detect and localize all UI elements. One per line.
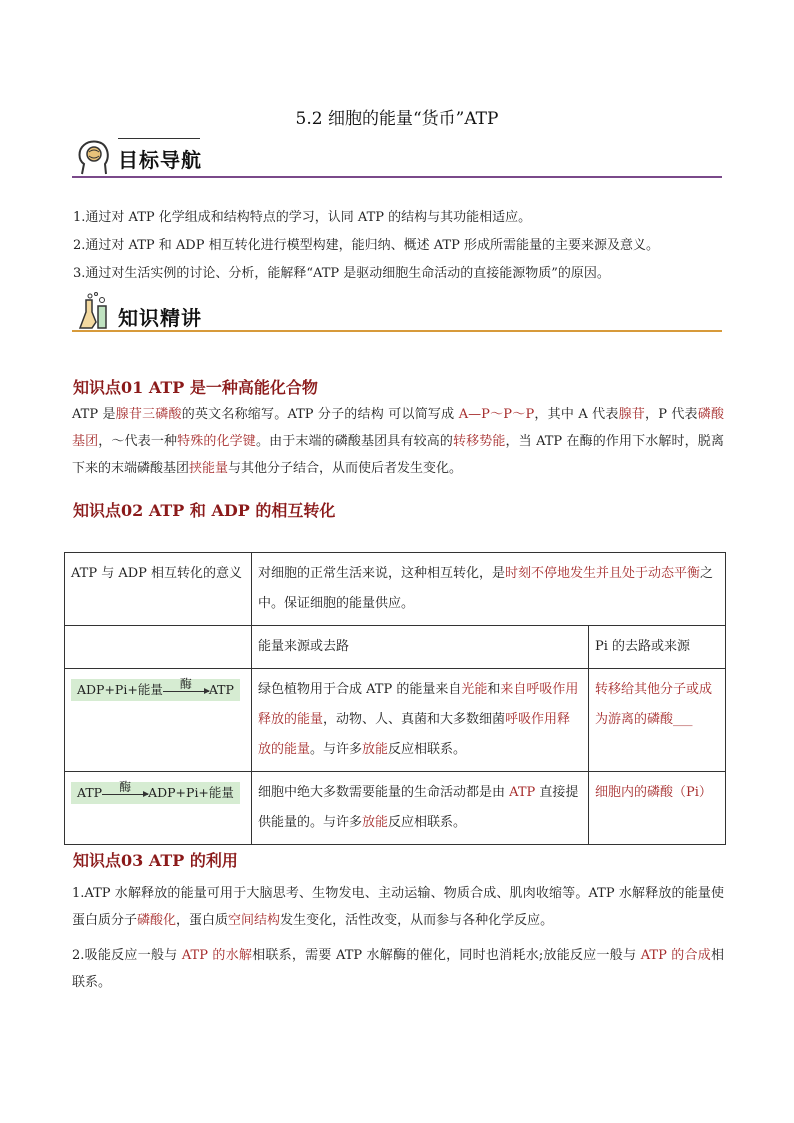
highlight: 磷酸基团 bbox=[72, 407, 724, 449]
header-overline bbox=[118, 138, 200, 139]
text: ATP 是 bbox=[72, 407, 116, 422]
knowledge-label: 知识精讲 bbox=[118, 306, 202, 330]
flask-icon bbox=[72, 290, 116, 334]
table-cell bbox=[65, 669, 252, 772]
table-row bbox=[65, 553, 726, 626]
text: 反应相联系。 bbox=[388, 815, 467, 830]
atp-adp-table bbox=[64, 552, 726, 845]
highlight: 腺苷 bbox=[618, 407, 646, 422]
table-cell bbox=[65, 626, 252, 669]
enzyme-arrow bbox=[163, 679, 209, 701]
eq-left: ADP+Pi+能量 bbox=[77, 682, 163, 697]
text: 之中。保证细胞的能量供应。 bbox=[258, 566, 714, 611]
enzyme-label: 酶 bbox=[179, 677, 192, 691]
eq-right: ADP+Pi+能量 bbox=[148, 785, 234, 800]
text: 。由于末端的磷酸基团具有较高的 bbox=[255, 434, 453, 449]
highlight: 特殊的化学键 bbox=[177, 434, 256, 449]
table-cell: 转移给其他分子或成为游离的磷酸___ bbox=[589, 669, 726, 772]
text: 发生变化，活性改变，从而参与各种化学反应。 bbox=[280, 913, 554, 928]
table-cell: 细胞内的磷酸（Pi） bbox=[589, 772, 726, 845]
text: 对细胞的正常生活来说，这种相互转化，是 bbox=[258, 566, 506, 581]
highlight: 空间结构 bbox=[228, 913, 281, 928]
kp3-paragraph-1 bbox=[72, 880, 724, 934]
highlight: A—P～P～P bbox=[458, 407, 535, 422]
goal-item-2: 2.通过对 ATP 和 ADP 相互转化进行模型构建，能归纳、概述 ATP 形成所需能量的主要来源及意义。 bbox=[73, 238, 659, 253]
text: 1.ATP 水解释放的能量可用于大脑思考、生物发电、主动运输、物质合成、肌肉收缩等。ATP 水解释放的能量使蛋白质分子 bbox=[72, 886, 724, 928]
text: ，蛋白质 bbox=[176, 913, 229, 928]
text: ，动物、人、真菌和大多数细菌 bbox=[323, 712, 506, 727]
table-row bbox=[65, 772, 726, 845]
highlight: ATP 的水解 bbox=[181, 948, 253, 963]
text: 相联系，需要 ATP 水解酶的催化，同时也消耗水;放能反应一般与 bbox=[252, 948, 641, 963]
table-cell bbox=[252, 772, 589, 845]
table-row bbox=[65, 626, 726, 669]
text: 和 bbox=[487, 682, 501, 697]
text: 相联系。 bbox=[72, 948, 724, 990]
arrow-icon bbox=[163, 691, 209, 692]
text: 绿色植物用于合成 ATP 的能量来自 bbox=[258, 682, 462, 697]
text: 。与许多 bbox=[310, 742, 363, 757]
text: ，其中 A 代表 bbox=[534, 407, 619, 422]
kp2-heading: 知识点02 ATP 和 ADP 的相互转化 bbox=[73, 501, 336, 520]
highlight: 腺苷三磷酸 bbox=[115, 407, 182, 422]
highlight: 来自呼吸作用释放的能量 bbox=[258, 682, 579, 727]
goal-item-1: 1.通过对 ATP 化学组成和结构特点的学习，认同 ATP 的结构与其功能相适应。 bbox=[73, 210, 532, 225]
highlight: 磷酸化 bbox=[137, 913, 177, 928]
table-cell: Pi 的去路或来源 bbox=[589, 626, 726, 669]
table-cell bbox=[252, 553, 726, 626]
table-cell: 能量来源或去路 bbox=[252, 626, 589, 669]
highlight: 光能 bbox=[461, 682, 488, 697]
highlight: 挟能量 bbox=[189, 461, 229, 476]
highlight: 呼吸作用释放的能量 bbox=[258, 712, 571, 757]
enzyme-label: 酶 bbox=[119, 780, 132, 794]
goals-section-header bbox=[72, 136, 722, 180]
highlight: 时刻不停地发生并且处于动态平衡 bbox=[505, 566, 701, 581]
table-cell: ATP 与 ADP 相互转化的意义 bbox=[65, 553, 252, 626]
kp3-paragraph-2 bbox=[72, 942, 724, 996]
hydrolysis-equation bbox=[71, 782, 240, 804]
kp1-paragraph bbox=[72, 401, 724, 482]
page-title: 5.2 细胞的能量“货币”ATP bbox=[295, 109, 499, 129]
text: 直接提供能量的。与许多 bbox=[258, 785, 579, 830]
highlight: 放能 bbox=[362, 742, 389, 757]
enzyme-arrow bbox=[102, 782, 148, 804]
arrow-icon bbox=[102, 794, 148, 795]
text: ，P 代表 bbox=[645, 407, 698, 422]
goals-label: 目标导航 bbox=[118, 148, 202, 172]
knowledge-divider bbox=[72, 330, 722, 332]
highlight: 转移势能 bbox=[452, 434, 506, 449]
kp1-heading: 知识点01 ATP 是一种高能化合物 bbox=[73, 378, 318, 397]
eq-right: ATP bbox=[208, 682, 234, 697]
brain-head-icon bbox=[72, 136, 116, 180]
text: 与其他分子结合，从而使后者发生变化。 bbox=[228, 461, 463, 476]
text: 2.吸能反应一般与 bbox=[72, 948, 182, 963]
text: 细胞中绝大多数需要能量的生命活动都是由 bbox=[258, 785, 510, 800]
goal-item-3: 3.通过对生活实例的讨论、分析，能解释“ATP 是驱动细胞生命活动的直接能源物质”的原因。 bbox=[73, 266, 610, 281]
text: ，～代表一种 bbox=[98, 434, 178, 449]
eq-left: ATP bbox=[77, 785, 103, 800]
text: ，当 ATP 在酶的作用下水解时，脱离下来的末端磷酸基团 bbox=[72, 434, 724, 476]
text: 的英文名称缩写。ATP 分子的结构 可以简写成 bbox=[181, 407, 459, 422]
synthesis-equation bbox=[71, 679, 240, 701]
text: 反应相联系。 bbox=[388, 742, 467, 757]
highlight: ATP 的合成 bbox=[640, 948, 711, 963]
goals-divider bbox=[72, 176, 722, 178]
highlight: ATP bbox=[509, 785, 536, 800]
knowledge-section-header bbox=[72, 290, 722, 334]
table-row bbox=[65, 669, 726, 772]
kp3-heading: 知识点03 ATP 的利用 bbox=[73, 851, 238, 870]
table-cell bbox=[65, 772, 252, 845]
table-cell bbox=[252, 669, 589, 772]
highlight: 放能 bbox=[362, 815, 389, 830]
